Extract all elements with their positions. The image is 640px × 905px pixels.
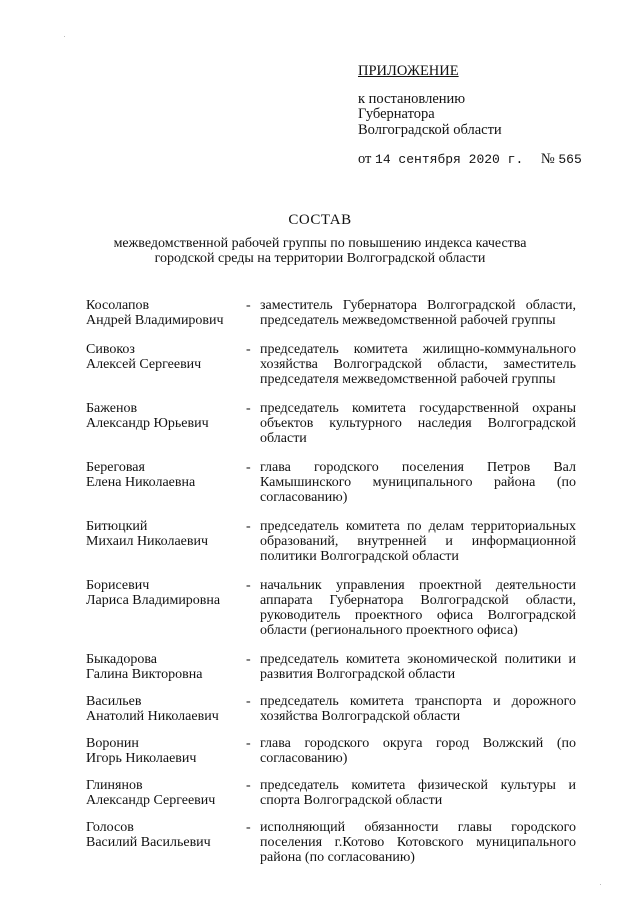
scan-mark bbox=[600, 884, 601, 885]
member-given-name: Галина Викторовна bbox=[86, 667, 203, 682]
member-row bbox=[86, 694, 576, 724]
member-position: председатель комитета по делам территориальных образований, внутренней и информационной политики Волгоградской области bbox=[260, 519, 576, 564]
member-given-name: Лариса Владимировна bbox=[86, 593, 221, 608]
member-position: председатель комитета жилищно-коммунального хозяйства Волгоградской области, заместитель председателя межведомственной рабочей группы bbox=[260, 342, 576, 387]
member-given-name: Александр Сергеевич bbox=[86, 793, 216, 808]
member-row bbox=[86, 578, 576, 638]
member-row bbox=[86, 460, 576, 505]
member-surname: Береговая bbox=[86, 460, 145, 475]
member-dash: - bbox=[246, 342, 251, 357]
member-row bbox=[86, 820, 576, 865]
member-given-name: Михаил Николаевич bbox=[86, 534, 209, 549]
member-name bbox=[86, 652, 246, 682]
number-value: 565 bbox=[558, 152, 582, 167]
member-row bbox=[86, 652, 576, 682]
page-subtitle: межведомственной рабочей группы по повышению индекса качества городской среды на территории Волгоградской области bbox=[113, 236, 527, 266]
member-dash: - bbox=[246, 519, 251, 534]
appendix-line-2: Губернатора bbox=[358, 106, 435, 122]
member-name bbox=[86, 778, 246, 808]
date-value: 14 сентября 2020 г. bbox=[375, 152, 524, 167]
member-position: глава городского округа город Волжский (по согласованию) bbox=[260, 736, 576, 766]
members-list bbox=[86, 286, 576, 865]
member-position: председатель комитета транспорта и дорожного хозяйства Волгоградской области bbox=[260, 694, 576, 724]
appendix-block bbox=[358, 64, 582, 168]
member-position: начальник управления проектной деятельности аппарата Губернатора Волгоградской области, руководитель проектного офиса Волгоградской области (регионального проектного офиса) bbox=[260, 578, 576, 638]
member-surname: Борисевич bbox=[86, 578, 150, 593]
member-surname: Глинянов bbox=[86, 778, 143, 793]
member-surname: Васильев bbox=[86, 694, 142, 709]
member-surname: Косолапов bbox=[86, 298, 150, 313]
member-name bbox=[86, 694, 246, 724]
member-row bbox=[86, 401, 576, 446]
member-row bbox=[86, 778, 576, 808]
member-surname: Голосов bbox=[86, 820, 134, 835]
member-surname: Воронин bbox=[86, 736, 139, 751]
date-prefix: от bbox=[358, 151, 372, 167]
member-position: председатель комитета экономической политики и развития Волгоградской области bbox=[260, 652, 576, 682]
member-position: глава городского поселения Петров Вал Камышинского муниципального района (по согласованию) bbox=[260, 460, 576, 505]
member-surname: Битюцкий bbox=[86, 519, 148, 534]
member-given-name: Василий Васильевич bbox=[86, 835, 211, 850]
member-row bbox=[86, 519, 576, 564]
member-given-name: Анатолий Николаевич bbox=[86, 709, 219, 724]
member-name bbox=[86, 820, 246, 850]
title-block bbox=[0, 212, 640, 266]
appendix-line-1: к постановлению bbox=[358, 90, 466, 107]
member-row bbox=[86, 298, 576, 328]
member-surname: Быкадорова bbox=[86, 652, 158, 667]
member-given-name: Алексей Сергеевич bbox=[86, 357, 202, 372]
scan-mark bbox=[64, 36, 65, 37]
appendix-heading: ПРИЛОЖЕНИЕ bbox=[358, 63, 459, 79]
member-name bbox=[86, 578, 246, 608]
member-name bbox=[86, 460, 246, 490]
member-given-name: Александр Юрьевич bbox=[86, 416, 209, 431]
member-dash: - bbox=[246, 401, 251, 416]
member-dash: - bbox=[246, 736, 251, 751]
member-position: исполняющий обязанности главы городского поселения г.Котово Котовского муниципального района (по согласованию) bbox=[260, 820, 576, 865]
member-position: председатель комитета физической культуры и спорта Волгоградской области bbox=[260, 778, 576, 808]
member-name bbox=[86, 401, 246, 431]
member-dash: - bbox=[246, 578, 251, 593]
member-row bbox=[86, 736, 576, 766]
member-position: председатель комитета государственной охраны объектов культурного наследия Волгоградской области bbox=[260, 401, 576, 446]
member-name bbox=[86, 736, 246, 766]
member-name bbox=[86, 298, 246, 328]
member-dash: - bbox=[246, 298, 251, 313]
member-given-name: Елена Николаевна bbox=[86, 475, 196, 490]
member-surname: Сивокоз bbox=[86, 342, 135, 357]
appendix-line-3: Волгоградской области bbox=[358, 121, 502, 138]
member-dash: - bbox=[246, 820, 251, 835]
member-name bbox=[86, 342, 246, 372]
member-row bbox=[86, 342, 576, 387]
page-title: СОСТАВ bbox=[288, 212, 352, 228]
number-prefix: № bbox=[540, 151, 555, 167]
member-position: заместитель Губернатора Волгоградской области, председатель межведомственной рабочей группы bbox=[260, 298, 576, 328]
member-given-name: Игорь Николаевич bbox=[86, 751, 197, 766]
member-dash: - bbox=[246, 652, 251, 667]
member-dash: - bbox=[246, 694, 251, 709]
member-dash: - bbox=[246, 778, 251, 793]
member-dash: - bbox=[246, 460, 251, 475]
member-given-name: Андрей Владимирович bbox=[86, 313, 224, 328]
appendix-date-line bbox=[358, 152, 582, 168]
member-surname: Баженов bbox=[86, 401, 138, 416]
member-name bbox=[86, 519, 246, 549]
